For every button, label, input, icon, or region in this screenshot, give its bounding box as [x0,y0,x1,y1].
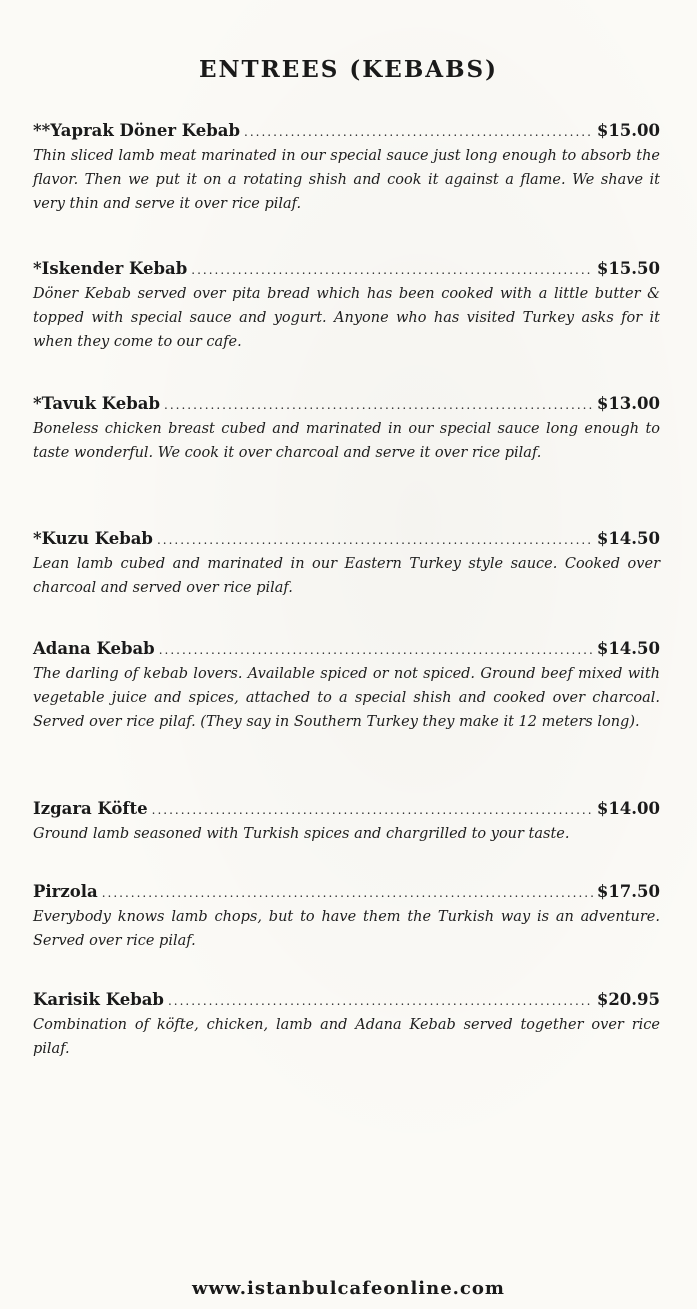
menu-item [33,527,660,600]
item-description: Combination of köfte, chicken, lamb and Adana Kebab served together over rice pilaf. [33,1017,660,1057]
menu-item-header [33,988,660,1013]
item-price: $14.00 [596,799,660,818]
item-price: $13.00 [596,394,660,413]
item-price: $14.50 [596,639,660,658]
dot-leader [191,258,593,282]
section-title: ENTREES (KEBABS) [198,56,499,83]
menu-item-header [33,119,660,144]
menu-item [33,637,660,734]
menu-item [33,392,660,465]
menu-item-header [33,527,660,552]
dot-leader [244,120,593,144]
menu-item-header [33,257,660,282]
menu-item-header [33,637,660,662]
dot-leader [168,989,593,1013]
menu-item [33,880,660,953]
dot-leader [152,798,593,822]
item-name: *Iskender Kebab [33,259,188,278]
item-price: $15.00 [596,121,660,140]
item-name: Karisik Kebab [33,990,164,1009]
item-description: Ground lamb seasoned with Turkish spices and chargrilled to your taste. [33,826,570,842]
item-description: Thin sliced lamb meat marinated in our special sauce just long enough to absorb the flavor. Then we put it on a rotating shish and cook it against a flame. We shave it very thin and serve it over rice pilaf. [33,148,660,212]
item-price: $20.95 [596,990,660,1009]
item-description: Boneless chicken breast cubed and marinated in our special sauce long enough to taste wonderful. We cook it over charcoal and serve it over rice pilaf. [33,421,660,461]
item-name: *Kuzu Kebab [33,529,153,548]
menu-item-header [33,392,660,417]
menu-item-header [33,797,660,822]
menu-item [33,257,660,354]
item-price: $15.50 [596,259,660,278]
item-name: Adana Kebab [33,639,155,658]
item-description: Everybody knows lamb chops, but to have them the Turkish way is an adventure. Served over rice pilaf. [33,909,660,949]
item-description: The darling of kebab lovers. Available spiced or not spiced. Ground beef mixed with vegetable juice and spices, attached to a special shish and cooked over charcoal. Served over rice pilaf. (They say in Southern Turkey they make it 12 meters long). [33,666,660,730]
item-name: **Yaprak Döner Kebab [33,121,241,140]
dot-leader [159,638,593,662]
item-price: $17.50 [596,882,660,901]
dot-leader [157,528,593,552]
menu-item [33,119,660,216]
item-description: Döner Kebab served over pita bread which has been cooked with a little butter & topped with special sauce and yogurt. Anyone who has visited Turkey asks for it when they come to our cafe. [33,286,660,350]
item-name: Pirzola [33,882,98,901]
website-url: www.istanbulcafeonline.com [192,1278,505,1299]
menu-item [33,797,660,846]
menu-item [33,988,660,1061]
menu-item-header [33,880,660,905]
dot-leader [102,881,593,905]
item-description: Lean lamb cubed and marinated in our Eastern Turkey style sauce. Cooked over charcoal and served over rice pilaf. [33,556,660,596]
item-price: $14.50 [596,529,660,548]
item-name: Izgara Köfte [33,799,148,818]
dot-leader [164,393,593,417]
item-name: *Tavuk Kebab [33,394,161,413]
